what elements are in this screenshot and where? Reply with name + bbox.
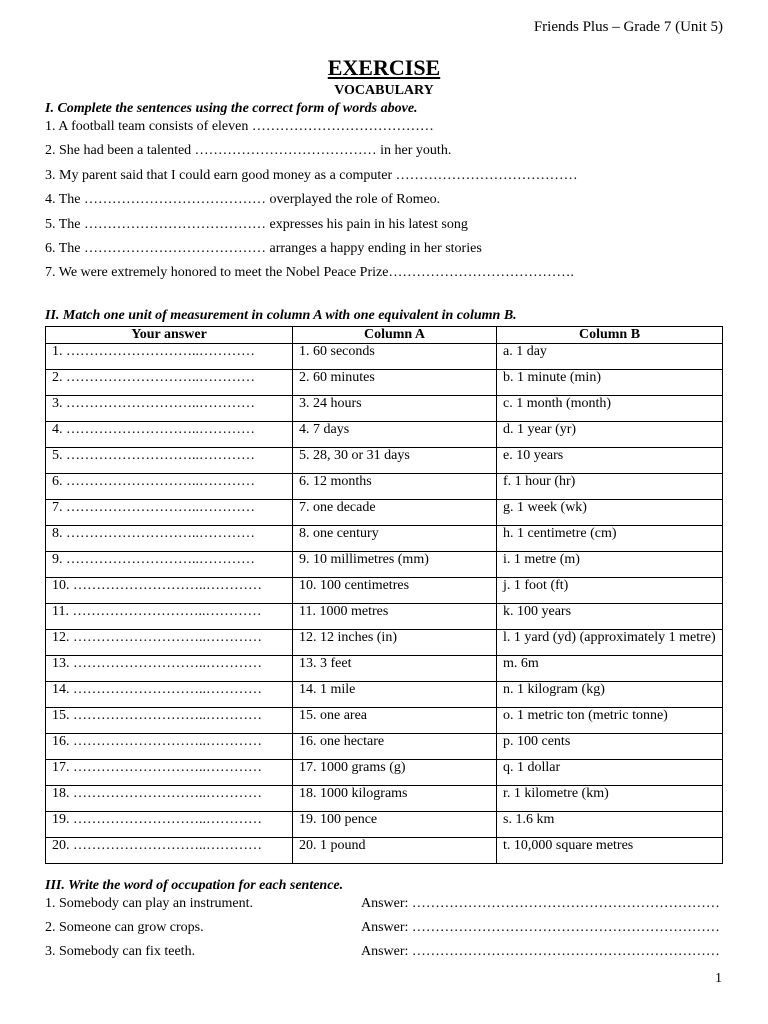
- column-b-cell: q. 1 dollar: [497, 760, 723, 786]
- table-row: [46, 630, 723, 656]
- answer-cell[interactable]: 7. ………………………..…………: [46, 500, 293, 526]
- column-b-cell: s. 1.6 km: [497, 812, 723, 838]
- page-subtitle: VOCABULARY: [334, 83, 434, 98]
- answer-cell[interactable]: 20. ………………………..…………: [46, 838, 293, 864]
- section-2-heading: II. Match one unit of measurement in column A with one equivalent in column B.: [45, 308, 517, 323]
- column-a-cell: 11. 1000 metres: [293, 604, 497, 630]
- answer-cell[interactable]: 6. ………………………..…………: [46, 474, 293, 500]
- column-header-a: Column A: [293, 327, 497, 344]
- table-row: [46, 396, 723, 422]
- page-number: 1: [715, 971, 722, 986]
- page-title: EXERCISE: [327, 55, 441, 80]
- matching-table: [45, 326, 723, 864]
- column-a-cell: 18. 1000 kilograms: [293, 786, 497, 812]
- column-a-cell: 13. 3 feet: [293, 656, 497, 682]
- section-3-question: 1. Somebody can play an instrument.: [45, 896, 254, 911]
- column-a-cell: 9. 10 millimetres (mm): [293, 552, 497, 578]
- answer-cell[interactable]: 12. ………………………..…………: [46, 630, 293, 656]
- column-a-cell: 16. one hectare: [293, 734, 497, 760]
- table-row: [46, 682, 723, 708]
- table-row: [46, 578, 723, 604]
- table-header-row: [46, 327, 723, 344]
- answer-cell[interactable]: 17. ………………………..…………: [46, 760, 293, 786]
- section-1-item: 4. The ………………………………… overplayed the role of Romeo.: [45, 192, 441, 207]
- column-a-cell: 15. one area: [293, 708, 497, 734]
- table-row: [46, 604, 723, 630]
- answer-cell[interactable]: 19. ………………………..…………: [46, 812, 293, 838]
- section-3-answer-field[interactable]: Answer: …………………………………………………………: [361, 944, 720, 959]
- section-3-answer-field[interactable]: Answer: …………………………………………………………: [361, 920, 720, 935]
- column-a-cell: 14. 1 mile: [293, 682, 497, 708]
- column-b-cell: b. 1 minute (min): [497, 370, 723, 396]
- column-a-cell: 12. 12 inches (in): [293, 630, 497, 656]
- answer-cell[interactable]: 2. ………………………..…………: [46, 370, 293, 396]
- column-b-cell: o. 1 metric ton (metric tonne): [497, 708, 723, 734]
- column-a-cell: 10. 100 centimetres: [293, 578, 497, 604]
- column-a-cell: 4. 7 days: [293, 422, 497, 448]
- section-1-item: 3. My parent said that I could earn good money as a computer …………………………………: [45, 168, 578, 183]
- column-a-cell: 7. one decade: [293, 500, 497, 526]
- table-row: [46, 422, 723, 448]
- column-a-cell: 1. 60 seconds: [293, 344, 497, 370]
- matching-table-body: [46, 344, 723, 864]
- answer-cell[interactable]: 18. ………………………..…………: [46, 786, 293, 812]
- answer-cell[interactable]: 11. ………………………..…………: [46, 604, 293, 630]
- column-b-cell: c. 1 month (month): [497, 396, 723, 422]
- column-b-cell: j. 1 foot (ft): [497, 578, 723, 604]
- document-header: Friends Plus – Grade 7 (Unit 5): [533, 19, 723, 35]
- section-3-question: 3. Somebody can fix teeth.: [45, 944, 196, 959]
- section-1-item: 6. The ………………………………… arranges a happy ending in her stories: [45, 241, 482, 256]
- table-row: [46, 448, 723, 474]
- column-b-cell: h. 1 centimetre (cm): [497, 526, 723, 552]
- column-b-cell: t. 10,000 square metres: [497, 838, 723, 864]
- column-b-cell: k. 100 years: [497, 604, 723, 630]
- table-row: [46, 526, 723, 552]
- answer-cell[interactable]: 9. ………………………..…………: [46, 552, 293, 578]
- answer-cell[interactable]: 16. ………………………..…………: [46, 734, 293, 760]
- table-row: [46, 734, 723, 760]
- answer-cell[interactable]: 10. ………………………..…………: [46, 578, 293, 604]
- column-b-cell: g. 1 week (wk): [497, 500, 723, 526]
- section-3-question: 2. Someone can grow crops.: [45, 920, 204, 935]
- column-b-cell: d. 1 year (yr): [497, 422, 723, 448]
- column-a-cell: 2. 60 minutes: [293, 370, 497, 396]
- table-row: [46, 760, 723, 786]
- column-b-cell: m. 6m: [497, 656, 723, 682]
- table-row: [46, 474, 723, 500]
- column-b-cell: e. 10 years: [497, 448, 723, 474]
- table-row: [46, 708, 723, 734]
- answer-cell[interactable]: 4. ………………………..…………: [46, 422, 293, 448]
- column-header-b: Column B: [497, 327, 723, 344]
- column-a-cell: 5. 28, 30 or 31 days: [293, 448, 497, 474]
- section-1-item: 2. She had been a talented ………………………………… in her youth.: [45, 143, 452, 158]
- table-row: [46, 500, 723, 526]
- column-a-cell: 6. 12 months: [293, 474, 497, 500]
- column-b-cell: i. 1 metre (m): [497, 552, 723, 578]
- section-1-item: 5. The ………………………………… expresses his pain in his latest song: [45, 217, 468, 232]
- answer-cell[interactable]: 8. ………………………..…………: [46, 526, 293, 552]
- table-row: [46, 370, 723, 396]
- section-1-heading: I. Complete the sentences using the correct form of words above.: [45, 101, 418, 116]
- column-a-cell: 3. 24 hours: [293, 396, 497, 422]
- section-3-heading: III. Write the word of occupation for each sentence.: [45, 878, 344, 893]
- column-a-cell: 17. 1000 grams (g): [293, 760, 497, 786]
- answer-cell[interactable]: 14. ………………………..…………: [46, 682, 293, 708]
- column-a-cell: 8. one century: [293, 526, 497, 552]
- table-row: [46, 656, 723, 682]
- table-row: [46, 812, 723, 838]
- table-row: [46, 838, 723, 864]
- section-1-item: 1. A football team consists of eleven …………………………………: [45, 119, 434, 134]
- answer-cell[interactable]: 15. ………………………..…………: [46, 708, 293, 734]
- answer-cell[interactable]: 3. ………………………..…………: [46, 396, 293, 422]
- table-row: [46, 552, 723, 578]
- section-1-item: 7. We were extremely honored to meet the Nobel Peace Prize………………………………….: [45, 265, 574, 280]
- column-a-cell: 20. 1 pound: [293, 838, 497, 864]
- column-b-cell: r. 1 kilometre (km): [497, 786, 723, 812]
- table-row: [46, 344, 723, 370]
- column-header-answer: Your answer: [46, 327, 293, 344]
- answer-cell[interactable]: 13. ………………………..…………: [46, 656, 293, 682]
- column-b-cell: n. 1 kilogram (kg): [497, 682, 723, 708]
- column-a-cell: 19. 100 pence: [293, 812, 497, 838]
- column-b-cell: a. 1 day: [497, 344, 723, 370]
- section-3-answer-field[interactable]: Answer: …………………………………………………………: [361, 896, 720, 911]
- answer-cell[interactable]: 5. ………………………..…………: [46, 448, 293, 474]
- table-row: [46, 786, 723, 812]
- column-b-cell: l. 1 yard (yd) (approximately 1 metre): [497, 630, 723, 656]
- answer-cell[interactable]: 1. ………………………..…………: [46, 344, 293, 370]
- column-b-cell: f. 1 hour (hr): [497, 474, 723, 500]
- column-b-cell: p. 100 cents: [497, 734, 723, 760]
